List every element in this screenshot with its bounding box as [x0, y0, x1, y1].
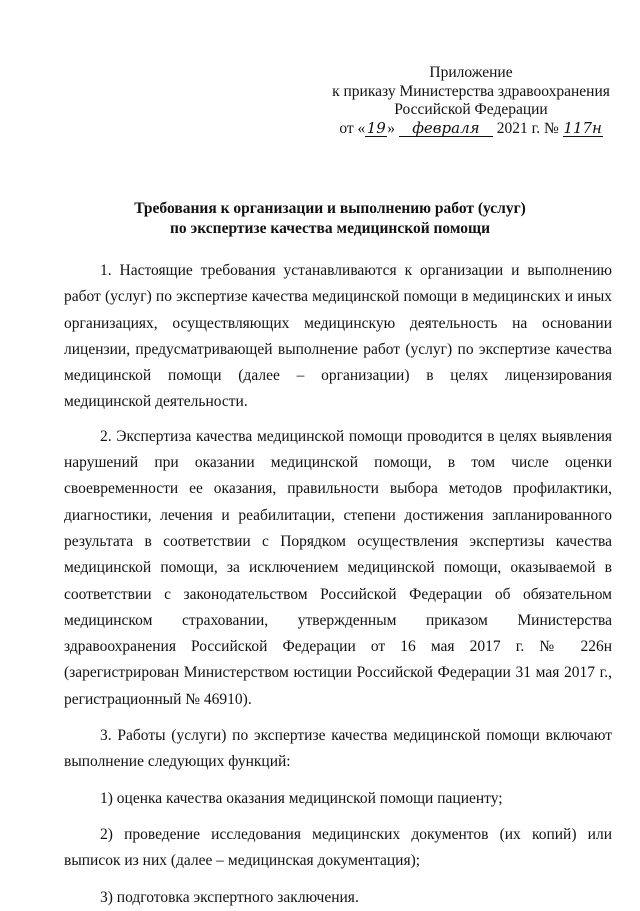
appendix-order-reference: к приказу Министерства здравоохранения [332, 82, 610, 100]
paragraph-2: 2. Экспертиза качества медицинской помощи проводится в целях выявления нарушений при оказании медицинской помощи, в том числе оценки своевременности ее оказания, правильности выбора методов профилактики, диагностики, лечения и реабилитации, степени достижения запланированного результата в соответствии с Порядком осуществления экспертизы качества медицинской помощи, за исключением медицинской помощи, оказываемой в соответствии с законодательством Российской Федерации об обязательном медицинском страховании, утвержденным приказом Министерства здравоохранения Российской Федерации от 16 мая 2017 г. № 226н (зарегистрирован Министерством юстиции Российской Федерации 31 мая 2017 г., регистрационный № 46910). [64, 427, 612, 708]
date-month: февраля [399, 121, 493, 137]
date-day: 19 [366, 118, 386, 137]
paragraph-3: 3. Работы (услуги) по экспертизе качества медицинской помощи включают выполнение следующих функций: [64, 727, 612, 771]
list-item-1: 1) оценка качества оказания медицинской помощи пациенту; [100, 789, 503, 807]
appendix-header [330, 64, 612, 138]
list-item-3: 3) подготовка экспертного заключения. [100, 888, 359, 906]
date-prefix: от « [339, 119, 366, 137]
appendix-country: Российской Федерации [394, 101, 548, 118]
list-item-2: 2) проведение исследования медицинских документов (их копий) или выписок из них (далее – медицинская документация); [64, 825, 612, 870]
title-line-2: по экспертизе качества медицинской помощи [169, 220, 491, 237]
document-title [60, 199, 600, 239]
date-year: 2021 г. № [496, 119, 559, 137]
appendix-label: Приложение [429, 64, 513, 81]
title-line-1: Требования к организации и выполнению работ (услуг) [134, 200, 526, 217]
date-mid: » [387, 119, 396, 137]
paragraph-1: 1. Настоящие требования устанавливаются к организации и выполнению работ (услуг) по экспертизе качества медицинской помощи в медицинских и иных организациях, осуществляющих медицинскую деятельность на основании лицензии, предусматривающей выполнение работ (услуг) по экспертизе качества медицинской помощи (далее – организации) в целях лицензирования медицинской деятельности. [64, 262, 612, 411]
order-number: 117н [563, 118, 602, 137]
appendix-date-line [330, 120, 612, 139]
document-body [64, 258, 612, 911]
